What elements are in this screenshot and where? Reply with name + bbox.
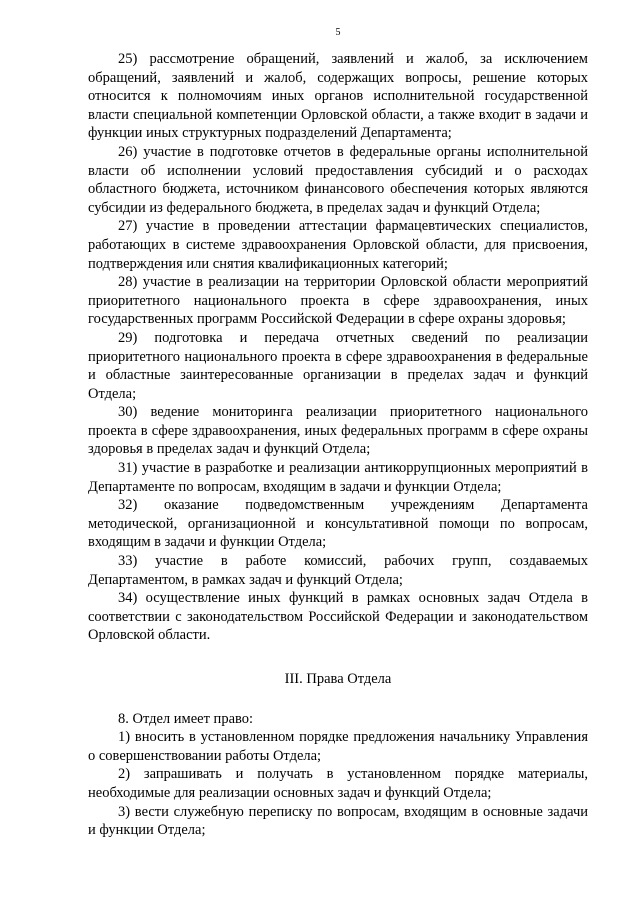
rights-intro: 8. Отдел имеет право:: [118, 710, 254, 727]
list-item: 34) осуществление иных функций в рамках основных задач Отдела в соответствии с законодательством Российской Федерации и законодательством Орловской области.: [88, 590, 588, 644]
document-page: [88, 26, 588, 840]
list-item: 1) вносить в установленном порядке предложения начальнику Управления о совершенствовании работы Отдела;: [88, 729, 588, 764]
list-item: 2) запрашивать и получать в установленном порядке материалы, необходимые для реализации основных задач и функций Отдела;: [88, 766, 588, 801]
rights-list: [88, 728, 588, 840]
list-item: 29) подготовка и передача отчетных сведений по реализации приоритетного национального проекта в сфере здравоохранения в федеральные и областные заинтересованные организации в пределах задач и функций Отдела;: [88, 329, 588, 402]
page-number: 5: [335, 27, 341, 38]
list-item: 25) рассмотрение обращений, заявлений и жалоб, за исключением обращений, заявлений и жалоб, содержащих вопросы, решение которых относится к полномочиям иных органов исполнительной государственной власти специальной компетенции Орловской области, а также входит в задачи и функции иных структурных подразделений Департамента;: [88, 51, 588, 142]
list-item: 32) оказание подведомственным учреждениям Департамента методической, организационной и консультативной помощи по вопросам, входящим в задачи и функции Отдела;: [88, 497, 588, 551]
list-item: 30) ведение мониторинга реализации приоритетного национального проекта в сфере здравоохранения, иных федеральных программ в сфере охраны здоровья в пределах задач и функций Отдела;: [88, 404, 588, 458]
list-item: 3) вести служебную переписку по вопросам, входящим в основные задачи и функции Отдела;: [88, 803, 588, 839]
list-item: 31) участие в разработке и реализации антикоррупционных мероприятий в Департаменте по вопросам, входящим в задачи и функции Отдела;: [88, 460, 588, 495]
list-item: 33) участие в работе комиссий, рабочих групп, создаваемых Департаментом, в рамках задач и функций Отдела;: [88, 553, 588, 588]
list-item: 27) участие в проведении аттестации фармацевтических специалистов, работающих в системе здравоохранения Орловской области, для присвоения, подтверждения или снятия квалификационных категорий;: [88, 218, 588, 272]
list-item: 26) участие в подготовке отчетов в федеральные органы исполнительной власти об исполнении условий предоставления субсидий и о расходах областного бюджета, источником финансового обеспечения которых являются субсидии из федерального бюджета, в пределах задач и функций Отдела;: [88, 143, 588, 216]
functions-list: [88, 50, 588, 645]
section-heading: III. Права Отдела: [284, 671, 392, 687]
list-item: 28) участие в реализации на территории Орловской области мероприятий приоритетного национального проекта в сфере здравоохранения, иных государственных программ Российской Федерации в сфере охраны здоровья;: [88, 274, 588, 328]
